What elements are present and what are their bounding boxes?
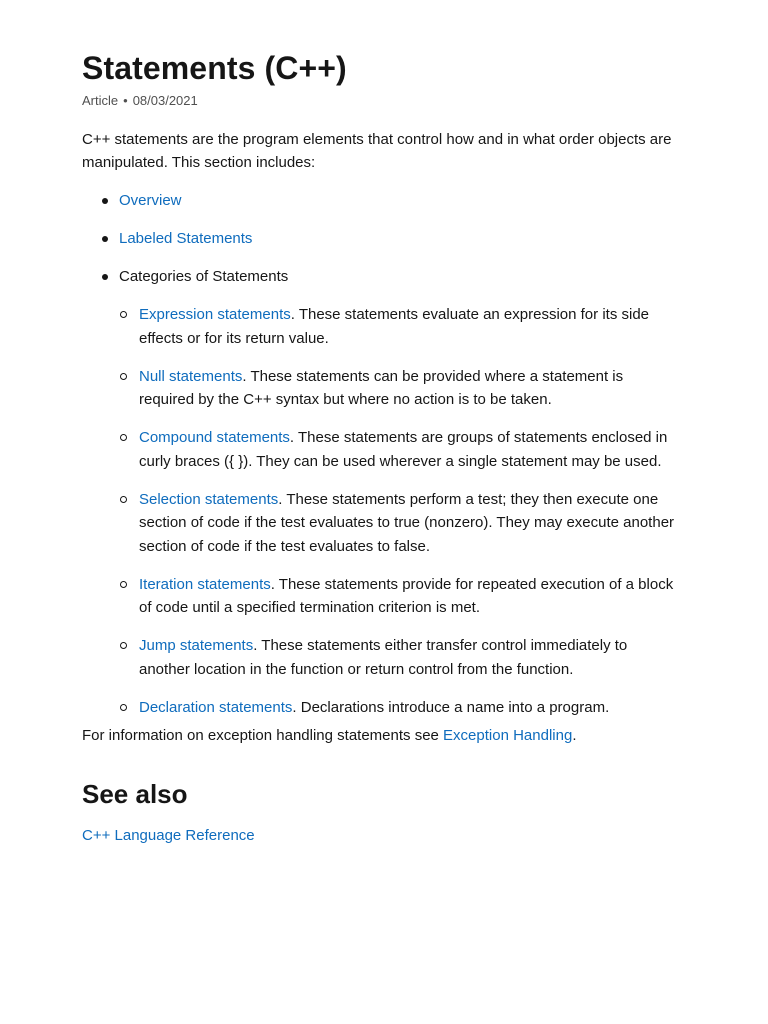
category-description: . These statements perform a test; they then execute one section of code if the test evaluates to true (nonzero). They may execute another section of code if the test evaluates to false. — [139, 490, 675, 555]
section-list — [82, 189, 686, 719]
null-statements-link[interactable]: Null statements — [139, 367, 243, 385]
circle-bullet-icon — [120, 704, 127, 711]
category-item — [119, 426, 681, 473]
category-description: . These statements are groups of statements enclosed in curly braces ({ }). They can be used wherever a single statement may be used. — [139, 429, 668, 470]
list-item-labeled-statements — [82, 227, 686, 250]
category-description: . These statements can be provided where a statement is required by the C++ syntax but where no action is to be taken. — [139, 367, 624, 408]
declaration-statements-link[interactable]: Declaration statements — [139, 698, 293, 716]
category-description: . These statements provide for repeated execution of a block of code until a specified termination criterion is met. — [139, 575, 674, 616]
category-item — [119, 634, 681, 681]
circle-bullet-icon — [120, 642, 127, 649]
category-description: . Declarations introduce a name into a program. — [292, 698, 610, 716]
bullet-icon — [102, 274, 108, 280]
meta-separator: • — [123, 93, 128, 108]
cpp-language-reference-link[interactable]: C++ Language Reference — [82, 827, 255, 844]
category-item — [119, 573, 681, 620]
see-also-heading: See also — [82, 779, 188, 809]
article-date: 08/03/2021 — [132, 93, 198, 108]
categories-label: Categories of Statements — [119, 268, 289, 285]
exception-handling-link[interactable]: Exception Handling — [443, 727, 573, 744]
intro-paragraph: C++ statements are the program elements that control how and in what order objects are manipulated. This section includes: — [82, 131, 672, 171]
categories-list — [119, 303, 686, 719]
jump-statements-link[interactable]: Jump statements — [139, 637, 254, 654]
overview-link[interactable]: Overview — [119, 192, 182, 209]
circle-bullet-icon — [120, 373, 127, 380]
category-item — [119, 365, 681, 412]
circle-bullet-icon — [120, 311, 127, 318]
expression-statements-link[interactable]: Expression statements — [139, 306, 291, 323]
bullet-icon — [102, 236, 108, 242]
circle-bullet-icon — [120, 581, 127, 588]
list-item-categories — [82, 265, 686, 719]
iteration-statements-link[interactable]: Iteration statements — [139, 575, 271, 593]
page-title: Statements (C++) — [82, 50, 347, 86]
labeled-statements-link[interactable]: Labeled Statements — [119, 230, 253, 247]
bullet-icon — [102, 198, 108, 204]
exception-suffix: . — [572, 727, 577, 744]
see-also-item — [82, 824, 686, 847]
exception-paragraph — [82, 724, 686, 747]
category-item — [119, 303, 681, 350]
category-item — [119, 696, 681, 720]
article-type: Article — [82, 93, 119, 108]
category-item — [119, 488, 681, 559]
list-item-overview — [82, 189, 686, 212]
circle-bullet-icon — [120, 496, 127, 503]
article-meta — [82, 92, 686, 110]
category-description: . These statements evaluate an expression for its side effects or for its return value. — [139, 306, 649, 347]
category-description: . These statements either transfer control immediately to another location in the function or return control from the function. — [139, 637, 628, 678]
selection-statements-link[interactable]: Selection statements — [139, 490, 279, 508]
compound-statements-link[interactable]: Compound statements — [139, 429, 290, 446]
circle-bullet-icon — [120, 434, 127, 441]
exception-prefix: For information on exception handling statements see — [82, 727, 444, 744]
